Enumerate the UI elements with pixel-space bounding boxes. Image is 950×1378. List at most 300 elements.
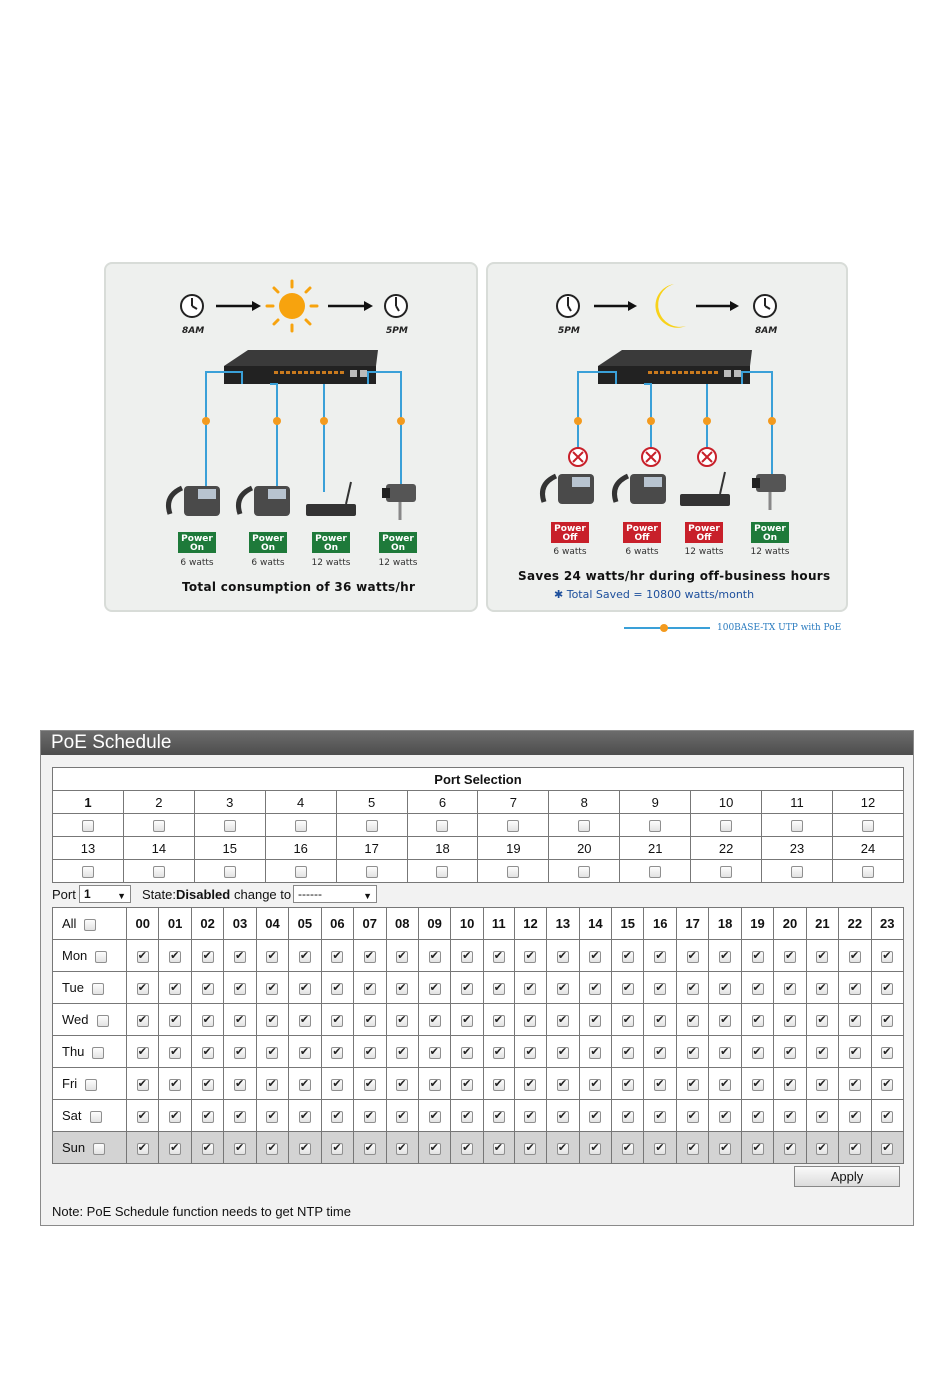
hour-checkbox-sun-15[interactable] bbox=[622, 1143, 634, 1155]
hour-cell bbox=[547, 1036, 579, 1068]
hour-checkbox-sun-04[interactable] bbox=[266, 1143, 278, 1155]
port-checkbox-4[interactable] bbox=[295, 820, 307, 832]
hour-checkbox-sat-20[interactable] bbox=[784, 1111, 796, 1123]
hour-checkbox-fri-19[interactable] bbox=[752, 1079, 764, 1091]
hour-checkbox-tue-10[interactable] bbox=[461, 983, 473, 995]
hour-cell bbox=[741, 940, 773, 972]
port-checkbox-20[interactable] bbox=[578, 866, 590, 878]
hour-cell bbox=[354, 1004, 386, 1036]
arrow-icon bbox=[328, 301, 373, 311]
hour-checkbox-fri-10[interactable] bbox=[461, 1079, 473, 1091]
hour-checkbox-wed-00[interactable] bbox=[137, 1015, 149, 1027]
hour-header-21: 21 bbox=[806, 908, 838, 940]
state-change-select[interactable] bbox=[293, 885, 377, 903]
port-checkbox-cell bbox=[478, 860, 549, 883]
badge-line2: Off bbox=[562, 533, 578, 543]
hour-cell bbox=[159, 940, 191, 972]
day-checkbox-sat[interactable] bbox=[90, 1111, 102, 1123]
port-checkbox-10[interactable] bbox=[720, 820, 732, 832]
apply-button[interactable]: Apply bbox=[794, 1166, 900, 1187]
hour-checkbox-wed-18[interactable] bbox=[719, 1015, 731, 1027]
hour-checkbox-wed-23[interactable] bbox=[881, 1015, 893, 1027]
hour-cell bbox=[191, 1004, 223, 1036]
hour-checkbox-tue-19[interactable] bbox=[752, 983, 764, 995]
port-checkbox-cell bbox=[336, 860, 407, 883]
hour-checkbox-tue-16[interactable] bbox=[654, 983, 666, 995]
badge-line1: Power bbox=[315, 534, 347, 544]
hour-cell bbox=[644, 1036, 676, 1068]
hour-checkbox-fri-17[interactable] bbox=[687, 1079, 699, 1091]
hour-checkbox-tue-13[interactable] bbox=[557, 983, 569, 995]
device-watts: 6 watts bbox=[251, 558, 285, 568]
hour-checkbox-wed-07[interactable] bbox=[364, 1015, 376, 1027]
hour-checkbox-tue-01[interactable] bbox=[169, 983, 181, 995]
hour-checkbox-mon-18[interactable] bbox=[719, 951, 731, 963]
hour-checkbox-thu-20[interactable] bbox=[784, 1047, 796, 1059]
hour-checkbox-tue-11[interactable] bbox=[493, 983, 505, 995]
hour-cell bbox=[354, 1036, 386, 1068]
hour-checkbox-thu-09[interactable] bbox=[429, 1047, 441, 1059]
hour-checkbox-fri-20[interactable] bbox=[784, 1079, 796, 1091]
hour-header-05: 05 bbox=[289, 908, 321, 940]
port-number-1: 1 bbox=[53, 791, 124, 814]
hour-checkbox-fri-06[interactable] bbox=[331, 1079, 343, 1091]
power-status-badge bbox=[551, 522, 589, 557]
port-number-23: 23 bbox=[762, 837, 833, 860]
change-to-label: change to bbox=[234, 887, 292, 902]
hour-checkbox-wed-12[interactable] bbox=[524, 1015, 536, 1027]
hour-checkbox-sat-23[interactable] bbox=[881, 1111, 893, 1123]
hour-checkbox-sat-13[interactable] bbox=[557, 1111, 569, 1123]
hour-checkbox-wed-04[interactable] bbox=[266, 1015, 278, 1027]
port-checkbox-cell bbox=[336, 814, 407, 837]
hour-checkbox-sat-15[interactable] bbox=[622, 1111, 634, 1123]
hour-checkbox-fri-13[interactable] bbox=[557, 1079, 569, 1091]
hour-checkbox-tue-07[interactable] bbox=[364, 983, 376, 995]
hour-checkbox-wed-20[interactable] bbox=[784, 1015, 796, 1027]
hour-checkbox-tue-12[interactable] bbox=[524, 983, 536, 995]
hour-checkbox-thu-17[interactable] bbox=[687, 1047, 699, 1059]
hour-checkbox-mon-07[interactable] bbox=[364, 951, 376, 963]
hour-checkbox-sat-00[interactable] bbox=[137, 1111, 149, 1123]
hour-checkbox-wed-09[interactable] bbox=[429, 1015, 441, 1027]
hour-cell bbox=[256, 1068, 288, 1100]
port-checkbox-24[interactable] bbox=[862, 866, 874, 878]
port-number-22: 22 bbox=[691, 837, 762, 860]
hour-checkbox-thu-23[interactable] bbox=[881, 1047, 893, 1059]
hour-checkbox-wed-13[interactable] bbox=[557, 1015, 569, 1027]
hour-checkbox-wed-16[interactable] bbox=[654, 1015, 666, 1027]
hour-checkbox-mon-10[interactable] bbox=[461, 951, 473, 963]
hour-checkbox-sun-23[interactable] bbox=[881, 1143, 893, 1155]
hour-checkbox-tue-15[interactable] bbox=[622, 983, 634, 995]
hour-checkbox-wed-06[interactable] bbox=[331, 1015, 343, 1027]
poe-schedule-panel bbox=[40, 730, 914, 1226]
hour-checkbox-mon-04[interactable] bbox=[266, 951, 278, 963]
hour-checkbox-thu-22[interactable] bbox=[849, 1047, 861, 1059]
badge-line2: On bbox=[323, 543, 339, 553]
hour-header-23: 23 bbox=[871, 908, 903, 940]
hour-checkbox-thu-21[interactable] bbox=[816, 1047, 828, 1059]
day-row-mon bbox=[53, 940, 904, 972]
port-number-15: 15 bbox=[194, 837, 265, 860]
hour-cell bbox=[256, 1132, 288, 1164]
port-checkbox-3[interactable] bbox=[224, 820, 236, 832]
hour-checkbox-fri-09[interactable] bbox=[429, 1079, 441, 1091]
badge-line1: Power bbox=[754, 524, 786, 534]
badge-line2: Off bbox=[696, 533, 712, 543]
hour-checkbox-sun-08[interactable] bbox=[396, 1143, 408, 1155]
hour-checkbox-sun-10[interactable] bbox=[461, 1143, 473, 1155]
port-checkbox-cell bbox=[691, 860, 762, 883]
hour-checkbox-thu-19[interactable] bbox=[752, 1047, 764, 1059]
hour-cell bbox=[644, 1004, 676, 1036]
hour-cell bbox=[483, 972, 514, 1004]
day-cell bbox=[53, 1100, 127, 1132]
port-checkbox-2[interactable] bbox=[153, 820, 165, 832]
hour-checkbox-sat-10[interactable] bbox=[461, 1111, 473, 1123]
hour-checkbox-fri-23[interactable] bbox=[881, 1079, 893, 1091]
hour-checkbox-wed-21[interactable] bbox=[816, 1015, 828, 1027]
hour-checkbox-thu-15[interactable] bbox=[622, 1047, 634, 1059]
hour-checkbox-thu-10[interactable] bbox=[461, 1047, 473, 1059]
day-row-wed bbox=[53, 1004, 904, 1036]
hour-checkbox-sun-22[interactable] bbox=[849, 1143, 861, 1155]
port-checkbox-15[interactable] bbox=[224, 866, 236, 878]
hour-checkbox-sat-07[interactable] bbox=[364, 1111, 376, 1123]
hour-checkbox-sun-00[interactable] bbox=[137, 1143, 149, 1155]
hour-checkbox-tue-05[interactable] bbox=[299, 983, 311, 995]
ip-phone-icon bbox=[239, 486, 291, 516]
port-checkbox-9[interactable] bbox=[649, 820, 661, 832]
hour-checkbox-mon-00[interactable] bbox=[137, 951, 149, 963]
hour-checkbox-sat-14[interactable] bbox=[589, 1111, 601, 1123]
hour-checkbox-fri-21[interactable] bbox=[816, 1079, 828, 1091]
hour-checkbox-thu-04[interactable] bbox=[266, 1047, 278, 1059]
hour-checkbox-sat-22[interactable] bbox=[849, 1111, 861, 1123]
hour-checkbox-thu-16[interactable] bbox=[654, 1047, 666, 1059]
hour-checkbox-sat-09[interactable] bbox=[429, 1111, 441, 1123]
hour-cell bbox=[579, 1004, 611, 1036]
hour-checkbox-tue-02[interactable] bbox=[202, 983, 214, 995]
hour-checkbox-sat-08[interactable] bbox=[396, 1111, 408, 1123]
hour-checkbox-sun-13[interactable] bbox=[557, 1143, 569, 1155]
hour-checkbox-sun-17[interactable] bbox=[687, 1143, 699, 1155]
hour-checkbox-sat-18[interactable] bbox=[719, 1111, 731, 1123]
hour-checkbox-tue-21[interactable] bbox=[816, 983, 828, 995]
hour-checkbox-tue-04[interactable] bbox=[266, 983, 278, 995]
hour-checkbox-thu-13[interactable] bbox=[557, 1047, 569, 1059]
hour-checkbox-wed-05[interactable] bbox=[299, 1015, 311, 1027]
hour-checkbox-mon-14[interactable] bbox=[589, 951, 601, 963]
hour-header-14: 14 bbox=[579, 908, 611, 940]
hour-checkbox-sun-20[interactable] bbox=[784, 1143, 796, 1155]
hour-header-12: 12 bbox=[514, 908, 546, 940]
hour-checkbox-fri-14[interactable] bbox=[589, 1079, 601, 1091]
hour-checkbox-fri-02[interactable] bbox=[202, 1079, 214, 1091]
hour-checkbox-thu-07[interactable] bbox=[364, 1047, 376, 1059]
hour-checkbox-tue-00[interactable] bbox=[137, 983, 149, 995]
arrow-icon bbox=[696, 301, 739, 311]
hour-header-13: 13 bbox=[547, 908, 579, 940]
hour-checkbox-tue-20[interactable] bbox=[784, 983, 796, 995]
hour-cell bbox=[741, 1132, 773, 1164]
hour-cell bbox=[386, 1004, 418, 1036]
hour-checkbox-sun-21[interactable] bbox=[816, 1143, 828, 1155]
hour-cell bbox=[418, 1100, 450, 1132]
hour-cell bbox=[612, 1068, 644, 1100]
hour-checkbox-mon-01[interactable] bbox=[169, 951, 181, 963]
hour-cell bbox=[418, 1004, 450, 1036]
day-checkbox-sun[interactable] bbox=[93, 1143, 105, 1155]
hour-cell bbox=[483, 1004, 514, 1036]
hour-cell bbox=[127, 1004, 159, 1036]
hour-checkbox-sun-18[interactable] bbox=[719, 1143, 731, 1155]
day-checkbox-tue[interactable] bbox=[92, 983, 104, 995]
hour-checkbox-mon-22[interactable] bbox=[849, 951, 861, 963]
hour-checkbox-fri-12[interactable] bbox=[524, 1079, 536, 1091]
hour-checkbox-mon-19[interactable] bbox=[752, 951, 764, 963]
port-checkbox-19[interactable] bbox=[507, 866, 519, 878]
hour-checkbox-thu-08[interactable] bbox=[396, 1047, 408, 1059]
hour-checkbox-sat-02[interactable] bbox=[202, 1111, 214, 1123]
hour-cell bbox=[321, 1132, 353, 1164]
hour-checkbox-sun-01[interactable] bbox=[169, 1143, 181, 1155]
hour-checkbox-mon-09[interactable] bbox=[429, 951, 441, 963]
port-checkbox-13[interactable] bbox=[82, 866, 94, 878]
port-checkbox-cell bbox=[762, 860, 833, 883]
hour-checkbox-sat-17[interactable] bbox=[687, 1111, 699, 1123]
hour-checkbox-sat-03[interactable] bbox=[234, 1111, 246, 1123]
hour-checkbox-sun-02[interactable] bbox=[202, 1143, 214, 1155]
day-checkbox-thu[interactable] bbox=[92, 1047, 104, 1059]
port-checkbox-1[interactable] bbox=[82, 820, 94, 832]
day-row-sat bbox=[53, 1100, 904, 1132]
hour-cell bbox=[741, 972, 773, 1004]
device-watts: 12 watts bbox=[378, 558, 418, 568]
hour-checkbox-mon-17[interactable] bbox=[687, 951, 699, 963]
port-checkbox-12[interactable] bbox=[862, 820, 874, 832]
port-checkbox-7[interactable] bbox=[507, 820, 519, 832]
hour-checkbox-sun-05[interactable] bbox=[299, 1143, 311, 1155]
panel-title: PoE Schedule bbox=[41, 731, 913, 755]
hour-checkbox-mon-16[interactable] bbox=[654, 951, 666, 963]
hour-cell bbox=[159, 1036, 191, 1068]
hour-checkbox-tue-09[interactable] bbox=[429, 983, 441, 995]
wireless-ap-icon bbox=[306, 482, 356, 516]
port-checkbox-17[interactable] bbox=[366, 866, 378, 878]
port-checkbox-5[interactable] bbox=[366, 820, 378, 832]
port-checkbox-21[interactable] bbox=[649, 866, 661, 878]
hour-cell bbox=[709, 1132, 741, 1164]
hour-checkbox-sun-07[interactable] bbox=[364, 1143, 376, 1155]
hour-checkbox-tue-06[interactable] bbox=[331, 983, 343, 995]
hour-checkbox-sun-03[interactable] bbox=[234, 1143, 246, 1155]
hour-cell bbox=[514, 1132, 546, 1164]
hour-cell bbox=[354, 940, 386, 972]
hour-checkbox-fri-08[interactable] bbox=[396, 1079, 408, 1091]
hour-checkbox-tue-14[interactable] bbox=[589, 983, 601, 995]
hour-checkbox-tue-03[interactable] bbox=[234, 983, 246, 995]
hour-checkbox-mon-20[interactable] bbox=[784, 951, 796, 963]
hour-checkbox-mon-12[interactable] bbox=[524, 951, 536, 963]
hour-checkbox-mon-05[interactable] bbox=[299, 951, 311, 963]
hour-checkbox-tue-08[interactable] bbox=[396, 983, 408, 995]
hour-cell bbox=[579, 1132, 611, 1164]
day-row-tue bbox=[53, 972, 904, 1004]
time-end: 8AM bbox=[755, 326, 778, 336]
port-checkbox-23[interactable] bbox=[791, 866, 803, 878]
port-checkbox-cell bbox=[691, 814, 762, 837]
hour-checkbox-thu-01[interactable] bbox=[169, 1047, 181, 1059]
hour-checkbox-sat-11[interactable] bbox=[493, 1111, 505, 1123]
port-checkbox-22[interactable] bbox=[720, 866, 732, 878]
hour-checkbox-mon-15[interactable] bbox=[622, 951, 634, 963]
hour-cell bbox=[547, 972, 579, 1004]
hour-checkbox-sat-19[interactable] bbox=[752, 1111, 764, 1123]
hour-header-20: 20 bbox=[774, 908, 806, 940]
hour-checkbox-sun-06[interactable] bbox=[331, 1143, 343, 1155]
hour-checkbox-thu-03[interactable] bbox=[234, 1047, 246, 1059]
port-number-21: 21 bbox=[620, 837, 691, 860]
hour-checkbox-wed-17[interactable] bbox=[687, 1015, 699, 1027]
hour-checkbox-mon-23[interactable] bbox=[881, 951, 893, 963]
hour-checkbox-wed-15[interactable] bbox=[622, 1015, 634, 1027]
hour-checkbox-wed-22[interactable] bbox=[849, 1015, 861, 1027]
hour-checkbox-wed-14[interactable] bbox=[589, 1015, 601, 1027]
hour-cell bbox=[774, 940, 806, 972]
badge-line1: Power bbox=[382, 534, 414, 544]
hour-checkbox-wed-11[interactable] bbox=[493, 1015, 505, 1027]
hour-checkbox-fri-16[interactable] bbox=[654, 1079, 666, 1091]
hour-checkbox-fri-11[interactable] bbox=[493, 1079, 505, 1091]
badge-line2: On bbox=[260, 543, 276, 553]
hour-checkbox-fri-03[interactable] bbox=[234, 1079, 246, 1091]
hour-checkbox-mon-11[interactable] bbox=[493, 951, 505, 963]
hour-cell bbox=[839, 1068, 871, 1100]
hour-checkbox-wed-10[interactable] bbox=[461, 1015, 473, 1027]
hour-checkbox-mon-06[interactable] bbox=[331, 951, 343, 963]
day-checkbox-mon[interactable] bbox=[95, 951, 107, 963]
hour-checkbox-fri-05[interactable] bbox=[299, 1079, 311, 1091]
day-checkbox-fri[interactable] bbox=[85, 1079, 97, 1091]
hour-checkbox-mon-13[interactable] bbox=[557, 951, 569, 963]
hour-cell bbox=[289, 1132, 321, 1164]
hour-checkbox-wed-03[interactable] bbox=[234, 1015, 246, 1027]
all-cell bbox=[53, 908, 127, 940]
port-checkbox-6[interactable] bbox=[436, 820, 448, 832]
hour-checkbox-sun-14[interactable] bbox=[589, 1143, 601, 1155]
hour-checkbox-thu-05[interactable] bbox=[299, 1047, 311, 1059]
hour-checkbox-fri-18[interactable] bbox=[719, 1079, 731, 1091]
hour-checkbox-fri-00[interactable] bbox=[137, 1079, 149, 1091]
hour-checkbox-sat-04[interactable] bbox=[266, 1111, 278, 1123]
hour-cell bbox=[514, 1036, 546, 1068]
hour-cell bbox=[224, 1068, 256, 1100]
day-label: Sat bbox=[62, 1108, 82, 1123]
ip-phone-icon bbox=[615, 474, 667, 504]
hour-checkbox-sat-16[interactable] bbox=[654, 1111, 666, 1123]
hour-cell bbox=[321, 972, 353, 1004]
hour-cell bbox=[321, 1100, 353, 1132]
hour-checkbox-thu-18[interactable] bbox=[719, 1047, 731, 1059]
hour-checkbox-fri-01[interactable] bbox=[169, 1079, 181, 1091]
hour-checkbox-wed-01[interactable] bbox=[169, 1015, 181, 1027]
hour-checkbox-sat-21[interactable] bbox=[816, 1111, 828, 1123]
port-checkbox-14[interactable] bbox=[153, 866, 165, 878]
hour-cell bbox=[159, 1132, 191, 1164]
hour-cell bbox=[191, 1132, 223, 1164]
hour-checkbox-wed-08[interactable] bbox=[396, 1015, 408, 1027]
hour-checkbox-thu-00[interactable] bbox=[137, 1047, 149, 1059]
all-checkbox[interactable] bbox=[84, 919, 96, 931]
hour-checkbox-sat-12[interactable] bbox=[524, 1111, 536, 1123]
hour-cell bbox=[127, 1068, 159, 1100]
hour-checkbox-tue-18[interactable] bbox=[719, 983, 731, 995]
power-status-badge bbox=[379, 532, 418, 568]
hour-checkbox-wed-02[interactable] bbox=[202, 1015, 214, 1027]
hour-checkbox-mon-03[interactable] bbox=[234, 951, 246, 963]
hour-checkbox-sun-11[interactable] bbox=[493, 1143, 505, 1155]
hour-cell bbox=[321, 1004, 353, 1036]
hour-checkbox-fri-07[interactable] bbox=[364, 1079, 376, 1091]
hour-checkbox-fri-15[interactable] bbox=[622, 1079, 634, 1091]
hour-checkbox-tue-17[interactable] bbox=[687, 983, 699, 995]
poe-switch-icon bbox=[224, 350, 378, 384]
hour-cell bbox=[547, 1100, 579, 1132]
hour-checkbox-thu-12[interactable] bbox=[524, 1047, 536, 1059]
hour-checkbox-thu-14[interactable] bbox=[589, 1047, 601, 1059]
day-checkbox-wed[interactable] bbox=[97, 1015, 109, 1027]
hour-checkbox-thu-02[interactable] bbox=[202, 1047, 214, 1059]
hour-checkbox-sun-16[interactable] bbox=[654, 1143, 666, 1155]
hour-checkbox-fri-04[interactable] bbox=[266, 1079, 278, 1091]
hour-checkbox-mon-08[interactable] bbox=[396, 951, 408, 963]
hour-checkbox-sun-09[interactable] bbox=[429, 1143, 441, 1155]
hour-checkbox-wed-19[interactable] bbox=[752, 1015, 764, 1027]
hour-checkbox-mon-02[interactable] bbox=[202, 951, 214, 963]
port-checkbox-8[interactable] bbox=[578, 820, 590, 832]
port-number-24: 24 bbox=[832, 837, 903, 860]
hour-cell bbox=[354, 1068, 386, 1100]
port-checkbox-16[interactable] bbox=[295, 866, 307, 878]
power-status-badge bbox=[685, 522, 724, 557]
hour-checkbox-sun-19[interactable] bbox=[752, 1143, 764, 1155]
hour-cell bbox=[839, 1036, 871, 1068]
port-select[interactable] bbox=[79, 885, 131, 903]
port-number-8: 8 bbox=[549, 791, 620, 814]
hour-checkbox-tue-22[interactable] bbox=[849, 983, 861, 995]
hour-cell bbox=[676, 1036, 708, 1068]
hour-cell bbox=[839, 1004, 871, 1036]
hour-checkbox-sat-05[interactable] bbox=[299, 1111, 311, 1123]
hour-checkbox-sat-06[interactable] bbox=[331, 1111, 343, 1123]
hour-checkbox-thu-06[interactable] bbox=[331, 1047, 343, 1059]
port-selection-header: Port Selection bbox=[53, 768, 904, 791]
hour-cell bbox=[806, 1004, 838, 1036]
port-checkbox-cell bbox=[265, 860, 336, 883]
port-checkbox-18[interactable] bbox=[436, 866, 448, 878]
hour-checkbox-fri-22[interactable] bbox=[849, 1079, 861, 1091]
hour-checkbox-sun-12[interactable] bbox=[524, 1143, 536, 1155]
hour-checkbox-tue-23[interactable] bbox=[881, 983, 893, 995]
hour-checkbox-mon-21[interactable] bbox=[816, 951, 828, 963]
hour-checkbox-thu-11[interactable] bbox=[493, 1047, 505, 1059]
hour-checkbox-sat-01[interactable] bbox=[169, 1111, 181, 1123]
night-summary: Saves 24 watts/hr during off-business hours bbox=[518, 569, 831, 583]
hour-cell bbox=[289, 940, 321, 972]
port-checkbox-11[interactable] bbox=[791, 820, 803, 832]
